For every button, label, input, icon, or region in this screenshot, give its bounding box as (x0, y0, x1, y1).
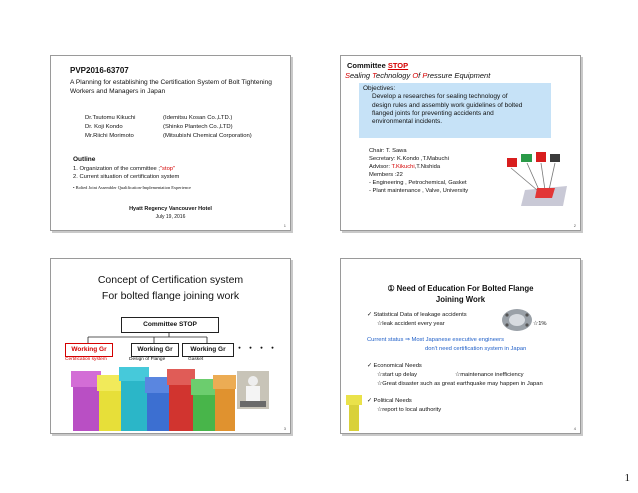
connector-line (549, 163, 555, 190)
red-block (507, 158, 517, 167)
check-icon: ✓ (367, 312, 372, 318)
subtitle-note: • Bolted Joint Assembler Qualification-Implementation Experience (73, 185, 191, 190)
slide-number: 2 (573, 223, 576, 228)
statistics-item: ☆leak accident every year (377, 321, 445, 327)
political-item: ☆report to local authority (377, 407, 442, 413)
check-icon: ✓ (367, 398, 372, 404)
document-page-number: 1 (624, 472, 630, 484)
subtitle-part: echnology (376, 71, 413, 80)
slide-title-line-1: Concept of Certification system (97, 274, 244, 286)
field-line: - Engineering , Petrochemical, Gasket (369, 179, 467, 186)
author-list (85, 114, 252, 141)
advisor (369, 164, 468, 172)
subtitle-part: ealing (350, 71, 373, 80)
red-core (535, 188, 555, 198)
committee-members (369, 148, 468, 195)
connector-line (527, 163, 539, 190)
author-name: Dr.Tsutomu Kikuchi (85, 115, 136, 121)
slide-title: A Planning for establishing the Certification System of Bolt Tightening Workers and Managers in Japan (70, 79, 272, 95)
red-block (536, 152, 546, 162)
objectives-box (359, 83, 551, 138)
statistics-item: ☆1% (533, 321, 547, 327)
check-icon: ✓ (367, 363, 372, 369)
author-org: (Shinko Plantech Co.,LTD) (163, 124, 233, 130)
objective-line: design rules and assembly work guidelines of bolted (372, 101, 523, 109)
objective-line: environmental incidents. (372, 118, 443, 126)
objective-line: Develop a researches for sealing technology of (372, 93, 508, 101)
committee-box: Committee STOP (121, 317, 219, 333)
committee-title (347, 61, 408, 70)
slide-4 (340, 258, 581, 434)
objectives-heading: Objectives: (363, 85, 396, 92)
dark-block (550, 154, 560, 162)
slide-heading-line-2: Joining Work (435, 295, 486, 304)
working-group-certification: Working Gr (65, 343, 113, 357)
outline-item-1: 1. Organization of the committee ; (73, 166, 160, 172)
paper-code: PVP2016-63707 (70, 66, 129, 75)
current-status-line-1: Current status ⇒ Most Japanese executive engineers (367, 337, 504, 343)
slide-title-line-2: For bolted flange joining work (101, 290, 240, 302)
venue: Hyatt Regency Vancouver Hotel (129, 206, 212, 212)
advisor-rest: ,T.Nishida (414, 163, 441, 170)
slide-3 (50, 258, 291, 434)
member-count: Members :22 (369, 171, 403, 178)
slide-number: 1 (283, 223, 286, 228)
secretary: Secretary: K.Kondo ,T.Mabuchi (369, 155, 449, 162)
caption-certification: Certification system (65, 357, 107, 362)
economical-item: ☆Great disaster such as great earthquake may happen in Japan (377, 381, 543, 387)
political-label: Political Needs (373, 398, 412, 404)
initial-p: P (422, 71, 428, 80)
green-block (521, 154, 532, 162)
slide-number: 3 (283, 426, 286, 431)
slide-heading-line-1: ① Need of Education For Bolted Flange (387, 284, 534, 293)
initial-s: S (345, 71, 351, 80)
committee-label: Committee (347, 61, 388, 70)
outline-item-1-stop: "stop" (160, 166, 176, 172)
outline-heading: Outline (73, 156, 96, 163)
statistics-heading (367, 311, 467, 319)
caption-gasket: Gasket (188, 357, 204, 362)
current-status-line-2: don't need certification system in Japan (425, 346, 527, 352)
objective-line: flanged joints for preventing accidents and (372, 109, 494, 117)
slide-2 (340, 55, 581, 231)
outline-list (73, 165, 179, 181)
committee-stop: STOP (387, 61, 409, 70)
author-org: (Mitsubishi Chemical Corporation) (163, 133, 252, 139)
outline-item-2: 2. Current situation of certification system (73, 174, 180, 180)
chair: Chair: T. Sawa (369, 148, 407, 154)
worker-photo (237, 371, 269, 409)
economical-item: ☆start up delay (377, 372, 417, 378)
advisor-label: Advisor: (369, 163, 392, 170)
flange-photo (501, 307, 533, 333)
committee-subtitle (345, 71, 490, 80)
subtitle-part: f (418, 71, 423, 80)
event-date: July 19, 2016 (155, 214, 186, 220)
initial-t: T (372, 71, 377, 80)
bolt-icon (343, 395, 365, 431)
author-row (85, 114, 252, 123)
author-name: Mr.Riichi Morimoto (85, 133, 134, 139)
working-group-flange: Working Gr (131, 343, 179, 357)
more-groups: ・・・・ (235, 343, 280, 353)
political-heading (367, 397, 412, 405)
field-line: - Plant maintenance , Valve, University (369, 187, 469, 194)
connector-line (511, 168, 537, 190)
advisor-highlight: T.Kikuchi (391, 163, 415, 170)
connector-line (541, 163, 545, 190)
author-row (85, 123, 252, 132)
economical-heading (367, 362, 422, 370)
subtitle-part: ressure Equipment (427, 71, 491, 80)
caption-flange: Design of Flange (129, 357, 166, 362)
bolt-illustration (71, 365, 236, 431)
economical-label: Economical Needs (373, 363, 422, 369)
author-name: Dr. Koji Kondo (85, 124, 123, 130)
slide-1 (50, 55, 291, 231)
statistics-label: Statistical Data of leakage accidents (373, 312, 467, 318)
initial-o: O (412, 71, 419, 80)
committee-graphic (503, 148, 573, 208)
author-org: (Idemitsu Kosan Co.,LTD.) (163, 115, 233, 121)
economical-item: ☆maintenance inefficiency (455, 372, 524, 378)
author-row (85, 132, 252, 141)
slide-number: 4 (573, 426, 576, 431)
working-group-gasket: Working Gr (182, 343, 234, 357)
